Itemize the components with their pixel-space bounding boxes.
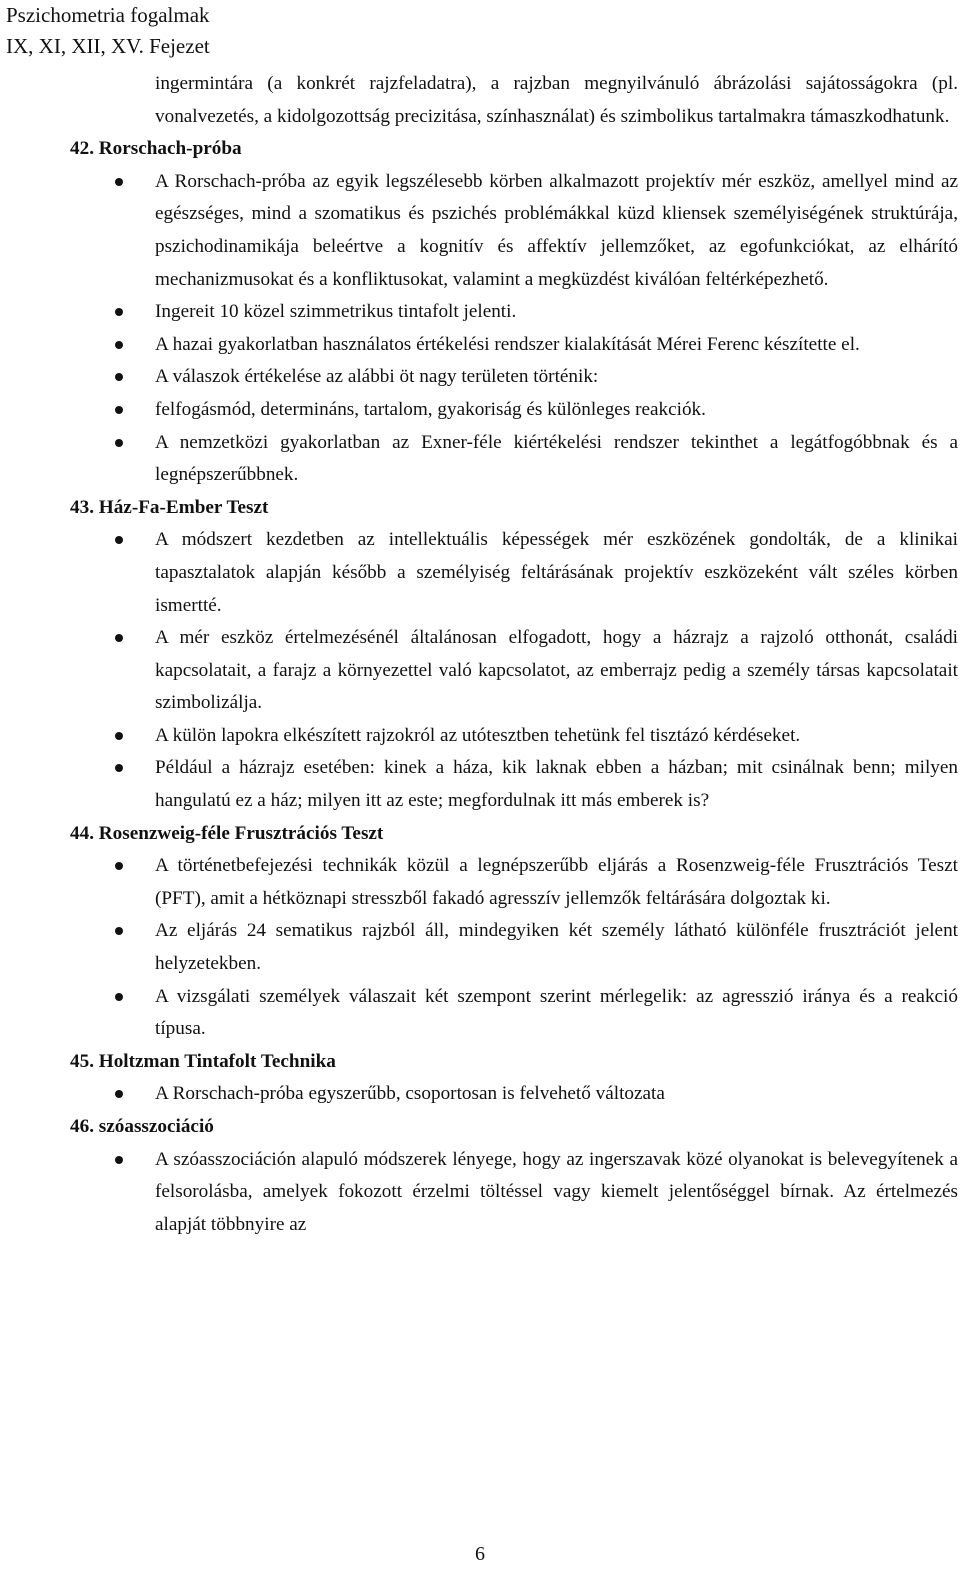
document-body <box>70 68 958 1241</box>
section-title: Holtzman Tintafolt Technika <box>98 1050 336 1072</box>
section-number: 45. <box>70 1050 94 1072</box>
bullet-list <box>70 1078 958 1111</box>
list-item: A nemzetközi gyakorlatban az Exner-féle kiértékelési rendszer tekinthet a legátfogóbbnak és a legnépszerűbbnek. <box>70 427 958 492</box>
list-item: A Rorschach-próba az egyik legszélesebb körben alkalmazott projektív mér eszköz, amellyel mind az egészséges, mind a szomatikus és pszichés problémákkal küzd kliensek személyiségének struktúrája, pszichodinamikája beleértve a kognitív és affektív jellemzőket, az egofunkciókat, az elhárító mechanizmusokat és a konfliktusokat, valamint a megküzdést kiválóan feltérképezhető. <box>70 166 958 296</box>
list-item: A történetbefejezési technikák közül a legnépszerűbb eljárás a Rosenzweig-féle Frusztrációs Teszt (PFT), amit a hétköznapi stresszből fakadó agresszív jellemzők feltárására dolgoztak ki. <box>70 850 958 915</box>
header-chapters: IX, XI, XII, XV. Fejezet <box>6 34 210 58</box>
section-title: Rorschach-próba <box>98 138 242 160</box>
section-heading <box>70 818 958 851</box>
bullet-list <box>70 166 958 492</box>
section-heading <box>70 492 958 525</box>
section-46 <box>70 1111 958 1241</box>
list-item: Például a házrajz esetében: kinek a háza, kik laknak ebben a házban; mit csinálnak benn; milyen hangulatú ez a ház; milyen itt az este; megfordulnak itt más emberek is? <box>70 752 958 817</box>
section-43 <box>70 492 958 818</box>
list-item: A válaszok értékelése az alábbi öt nagy területen történik: <box>70 361 958 394</box>
running-header <box>6 0 210 62</box>
section-title: Rosenzweig-féle Frusztrációs Teszt <box>98 822 384 844</box>
intro-paragraph: ingermintára (a konkrét rajzfeladatra), a rajzban megnyilvánuló ábrázolási sajátosságokra (pl. vonalvezetés, a kidolgozottság precizitása, színhasználat) és szimbolikus tartalmakra támaszkodhatunk. <box>155 73 958 127</box>
list-item: Az eljárás 24 sematikus rajzból áll, mindegyiken két személy látható különféle frusztrációt jelent helyzetekben. <box>70 915 958 980</box>
list-item: A mér eszköz értelmezésénél általánosan elfogadott, hogy a házrajz a rajzoló otthonát, családi kapcsolatait, a farajz a környezettel való kapcsolatot, az emberrajz pedig a személy társas kapcsolatait szimbolizálja. <box>70 622 958 720</box>
page-number: 6 <box>475 1543 485 1565</box>
section-45 <box>70 1046 958 1111</box>
list-item: A külön lapokra elkészített rajzokról az utótesztben tehetünk fel tisztázó kérdéseket. <box>70 720 958 753</box>
list-item: A szóasszociáción alapuló módszerek lényege, hogy az ingerszavak közé olyanokat is belevegyítenek a felsorolásba, amelyek fokozott érzelmi töltéssel vagy kiemelt jelentőséggel bírnak. Az értelmezés alapját többnyire az <box>70 1144 958 1242</box>
section-number: 42. <box>70 138 94 160</box>
bullet-list <box>70 1144 958 1242</box>
section-number: 46. <box>70 1116 94 1137</box>
list-item: A hazai gyakorlatban használatos értékelési rendszer kialakítását Mérei Ferenc készítette el. <box>70 329 958 362</box>
list-item: Ingereit 10 közel szimmetrikus tintafolt jelenti. <box>70 296 958 329</box>
section-number: 44. <box>70 822 94 844</box>
section-heading <box>70 1046 958 1079</box>
bullet-list <box>70 850 958 1046</box>
section-heading <box>70 1111 958 1144</box>
section-44 <box>70 818 958 1046</box>
bullet-list <box>70 524 958 817</box>
section-42 <box>70 133 958 492</box>
list-item: A vizsgálati személyek válaszait két szempont szerint mérlegelik: az agresszió iránya és a reakció típusa. <box>70 981 958 1046</box>
section-title: szóasszociáció <box>98 1116 214 1137</box>
list-item: felfogásmód, determináns, tartalom, gyakoriság és különleges reakciók. <box>70 394 958 427</box>
section-number: 43. <box>70 496 94 518</box>
list-item: A módszert kezdetben az intellektuális képességek mér eszközének gondolták, de a klinikai tapasztalatok alapján később a személyiség feltárásának projektív eszközeként vált széles körben ismertté. <box>70 524 958 622</box>
list-item: A Rorschach-próba egyszerűbb, csoportosan is felvehető változata <box>70 1078 958 1111</box>
section-title: Ház-Fa-Ember Teszt <box>98 496 269 518</box>
header-title: Pszichometria fogalmak <box>6 3 210 27</box>
section-heading <box>70 133 958 166</box>
